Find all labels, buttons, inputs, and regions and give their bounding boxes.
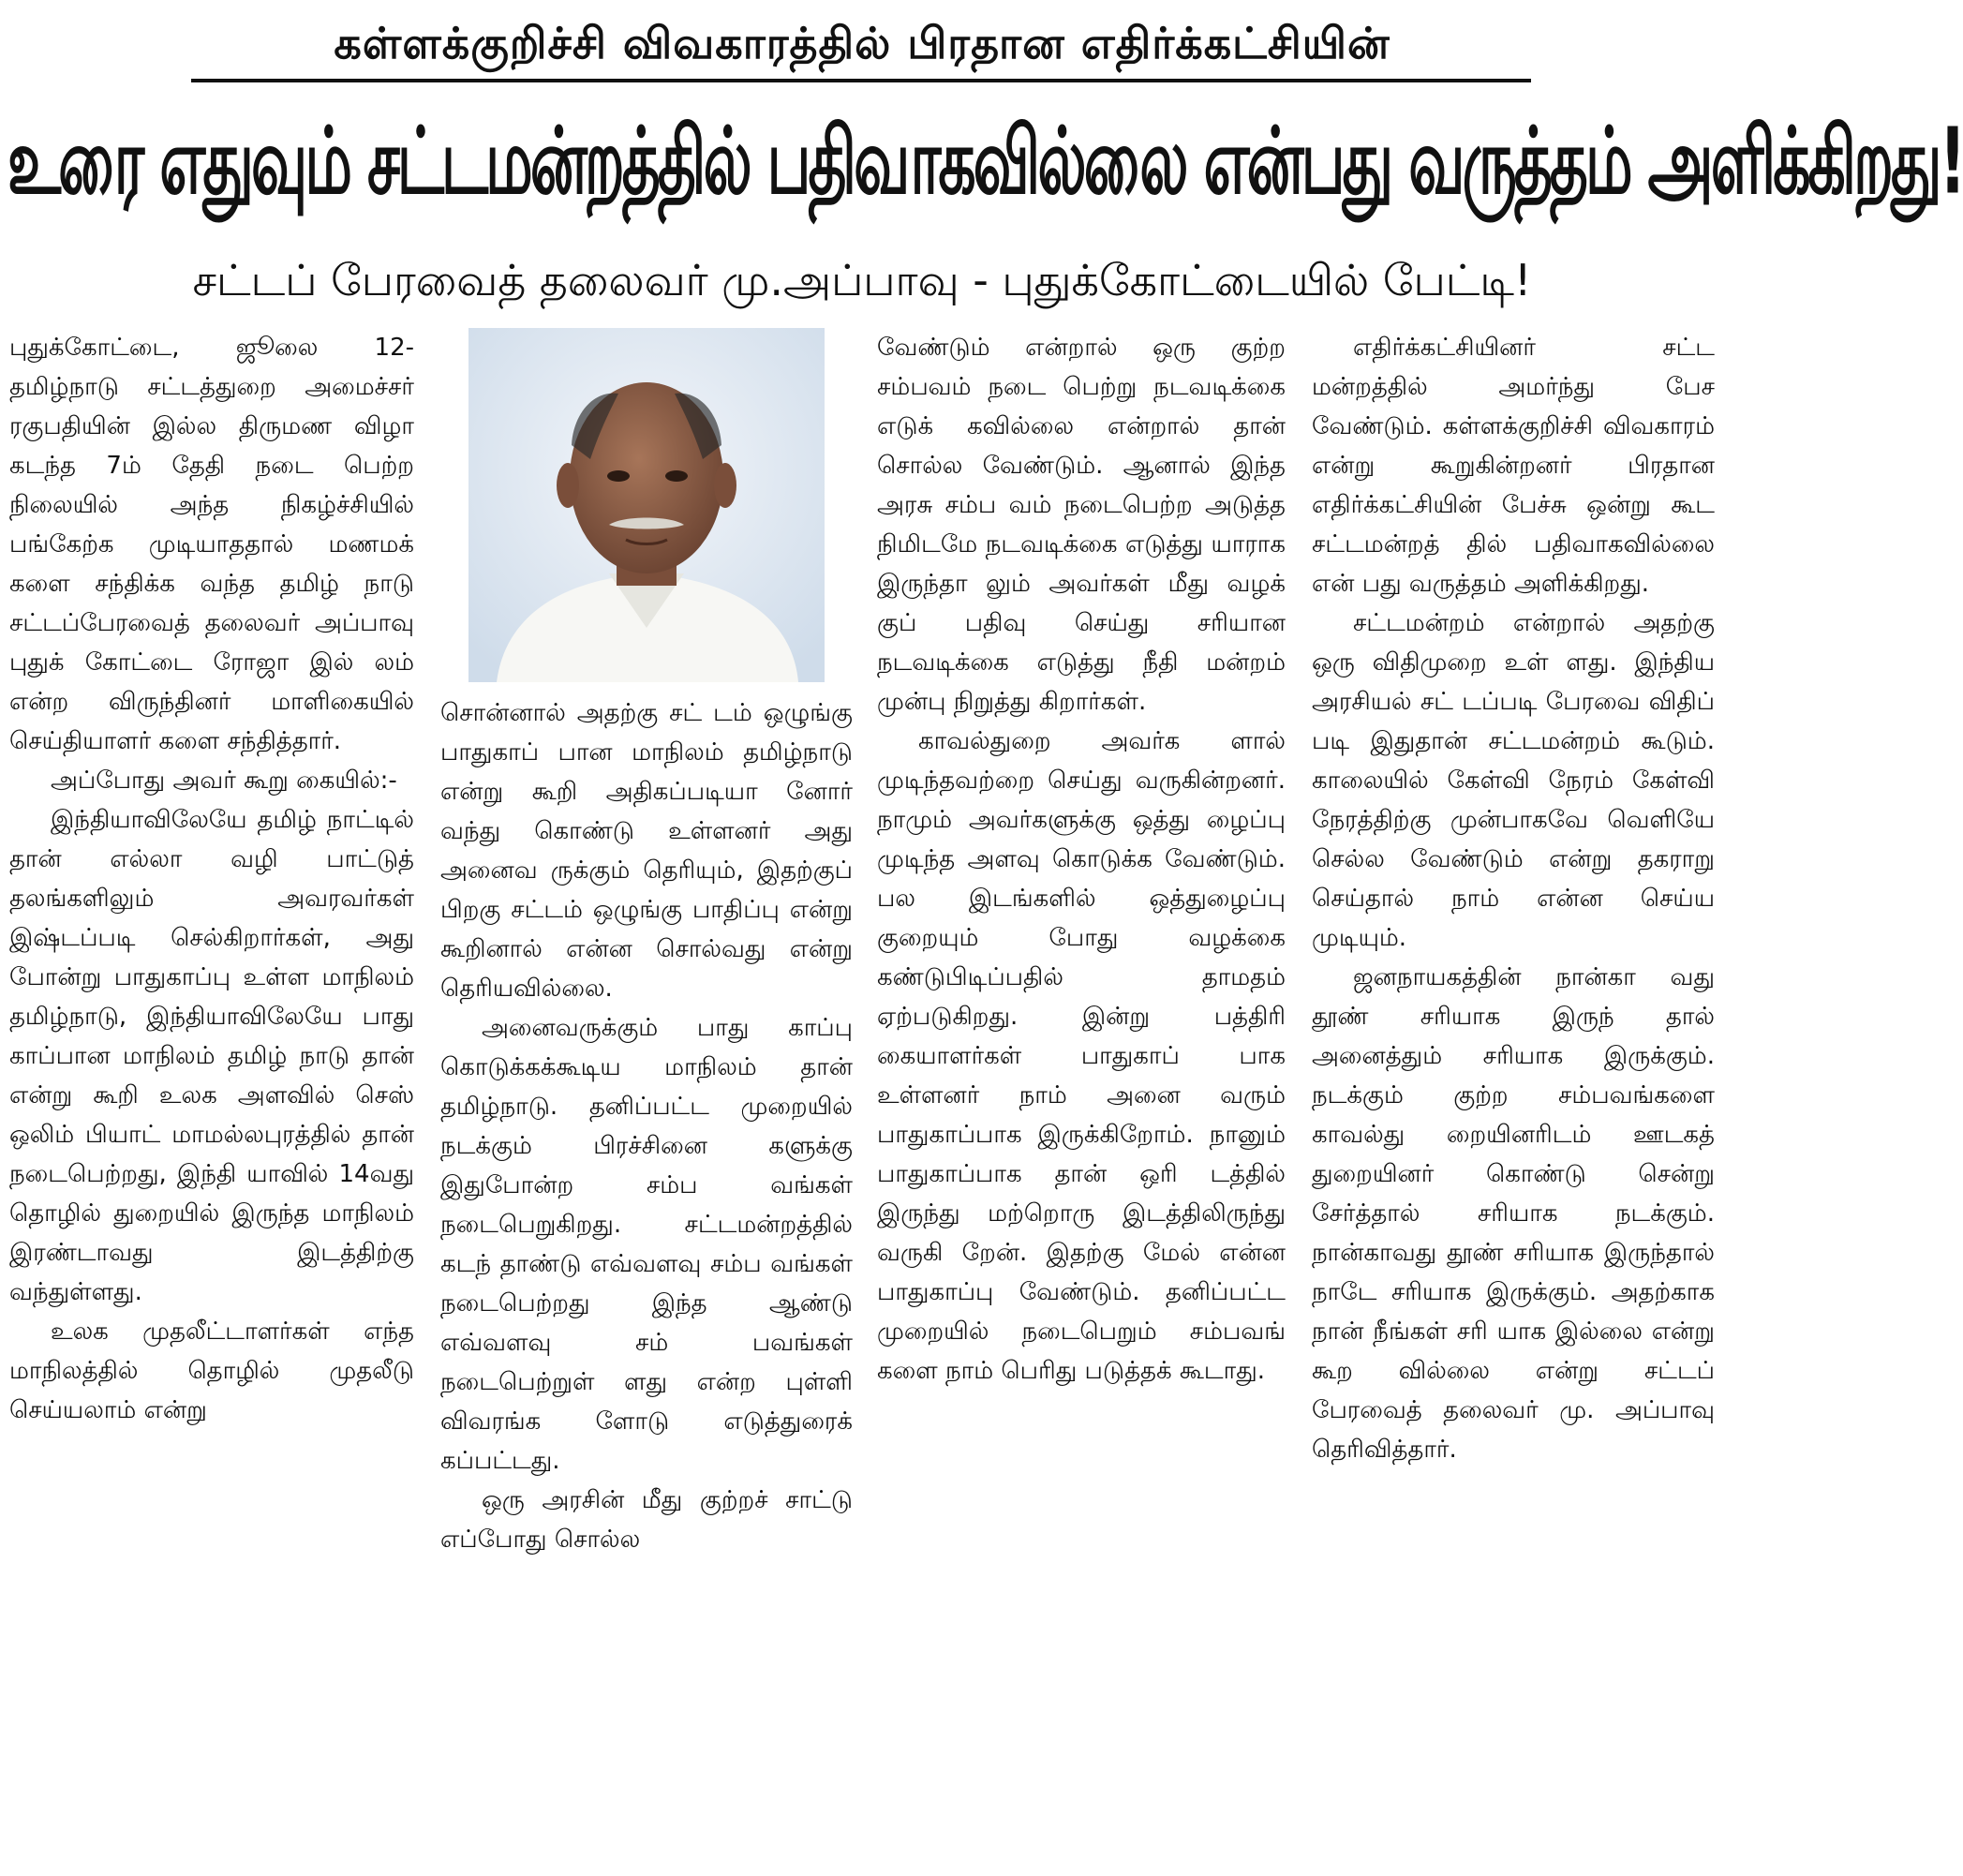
paragraph: காவல்துறை அவர்க ளால் முடிந்தவற்றை செய்து வருகின்றனர். நாமும் அவர்களுக்கு ஒத்து ழைப்பு முடிந்த அளவு கொடுக்க வேண்டும். பல இடங்களில் ஒத்துழைப்பு குறையும் போது வழக்கை கண்டுபிடிப்பதில் தாமதம் ஏற்படுகிறது. இன்று பத்திரி கையாளர்கள் பாதுகாப் பாக உள்ளனர் நாம் அனை வரும் பாதுகாப்பாக இருக்கிறோம். நானும் பாதுகாப்பாக தான் ஒரி டத்தில் இருந்து மற்றொரு இடத்திலிருந்து வருகி றேன். இதற்கு மேல் என்ன பாதுகாப்பு வேண்டும். தனிப்பட்ட முறையில் நடைபெறும் சம்பவங் களை நாம் பெரிது படுத்தக் கூடாது.	[877, 727, 1286, 1385]
main-headline: உரை எதுவும் சட்டமன்றத்தில் பதிவாகவில்லை என்பது வருத்தம் அளிக்கிறது!	[7, 108, 1963, 215]
portrait-photo	[468, 328, 825, 682]
paragraph: புதுக்கோட்டை, ஜூலை 12- தமிழ்நாடு சட்டத்துறை அமைச்சர் ரகுபதியின் இல்ல திருமண விழா கடந்த 7ம் தேதி நடை பெற்ற நிலையில் அந்த நிகழ்ச்சியில் பங்கேற்க முடியாததால் மணமக் களை சந்திக்க வந்த தமிழ் நாடு சட்டப்பேரவைத் தலைவர் அப்பாவு புதுக் கோட்டை ரோஜா இல் லம் என்ற விருந்தினர் மாளிகையில் செய்தியாளர் களை சந்தித்தார்.	[9, 334, 414, 755]
article-column-1	[9, 328, 414, 1872]
paragraph: அனைவருக்கும் பாது காப்பு கொடுக்கக்கூடிய மாநிலம் தான் தமிழ்நாடு. தனிப்பட்ட முறையில் நடக்கும் பிரச்சினை களுக்கு இதுபோன்ற சம்ப வங்கள் நடைபெறுகிறது. சட்டமன்றத்தில் கடந் தாண்டு எவ்வளவு சம்ப வங்கள் நடைபெற்றது இந்த ஆண்டு எவ்வளவு சம் பவங்கள் நடைபெற்றுள் ளது என்ற புள்ளி விவரங்க ளோடு எடுத்துரைக் கப்பட்டது.	[440, 1014, 853, 1475]
paragraph: இந்தியாவிலேயே தமிழ் நாட்டில் தான் எல்லா வழி பாட்டுத் தலங்களிலும் அவரவர்கள் இஷ்டப்படி செல்கிறார்கள், அது போன்று பாதுகாப்பு உள்ள மாநிலம் தமிழ்நாடு, இந்தியாவிலேயே பாது காப்பான மாநிலம் தமிழ் நாடு தான் என்று கூறி உலக அளவில் செஸ் ஒலிம் பியாட் மாமல்லபுரத்தில் தான் நடைபெற்றது, இந்தி யாவில் 14வது தொழில் துறையில் இருந்த மாநிலம் இரண்டாவது இடத்திற்கு வந்துள்ளது.	[9, 806, 414, 1306]
article-column-3	[877, 328, 1286, 1872]
paragraph: வேண்டும் என்றால் ஒரு குற்ற சம்பவம் நடை பெற்று நடவடிக்கை எடுக் கவில்லை என்றால் தான் சொல்ல வேண்டும். ஆனால் இந்த அரசு சம்ப வம் நடைபெற்ற அடுத்த நிமிடமே நடவடிக்கை எடுத்து யாராக இருந்தா லும் அவர்கள் மீது வழக் குப் பதிவு செய்து சரியான நடவடிக்கை எடுத்து நீதி மன்றம் முன்பு நிறுத்து கிறார்கள்.	[877, 334, 1286, 716]
kicker-headline: கள்ளக்குறிச்சி விவகாரத்தில் பிரதான எதிர்க்கட்சியின்	[334, 18, 1390, 68]
paragraph: அப்போது அவர் கூறு கையில்:-	[51, 767, 397, 795]
paragraph: உலக முதலீட்டாளர்கள் எந்த மாநிலத்தில் தொழில் முதலீடு செய்யலாம் என்று	[9, 1318, 414, 1424]
article-column-4	[1312, 328, 1715, 1872]
paragraph: சட்டமன்றம் என்றால் அதற்கு ஒரு விதிமுறை உள் ளது. இந்திய அரசியல் சட் டப்படி பேரவை விதிப் படி இதுதான் சட்டமன்றம் கூடும். காலையில் கேள்வி நேரம் கேள்வி நேரத்திற்கு முன்பாகவே வெளியே செல்ல வேண்டும் என்று தகராறு செய்தால் நாம் என்ன செய்ய முடியும்.	[1312, 609, 1715, 952]
subheadline: சட்டப் பேரவைத் தலைவர் மு.அப்பாவு - புதுக்கோட்டையில் பேட்டி!	[192, 255, 1532, 305]
paragraph: எதிர்க்கட்சியினர் சட்ட மன்றத்தில் அமர்ந்து பேச வேண்டும். கள்ளக்குறிச்சி விவகாரம் என்று கூறுகின்றனர் பிரதான எதிர்க்கட்சியின் பேச்சு ஒன்று கூட சட்டமன்றத் தில் பதிவாகவில்லை என் பது வருத்தம் அளிக்கிறது.	[1312, 334, 1715, 598]
paragraph: சொன்னால் அதற்கு சட் டம் ஒழுங்கு பாதுகாப் பான மாநிலம் தமிழ்நாடு என்று கூறி அதிகப்படியா னோர் வந்து கொண்டு உள்ளனர் அது அனைவ ருக்கும் தெரியும், இதற்குப் பிறகு சட்டம் ஒழுங்கு பாதிப்பு என்று கூறினால் என்ன சொல்வது என்று தெரியவில்லை.	[440, 699, 853, 1003]
portrait-image	[468, 328, 825, 682]
paragraph: ஜனநாயகத்தின் நான்கா வது தூண் சரியாக இருந் தால் அனைத்தும் சரியாக இருக்கும். நடக்கும் குற்ற சம்பவங்களை காவல்து றையினரிடம் ஊடகத் துறையினர் கொண்டு சென்று சேர்த்தால் சரியாக நடக்கும். நான்காவது தூண் சரியாக இருந்தால் நாடே சரியாக இருக்கும். அதற்காக நான் நீங்கள் சரி யாக இல்லை என்று கூற வில்லை என்று சட்டப் பேரவைத் தலைவர் மு. அப்பாவு தெரிவித்தார்.	[1312, 963, 1715, 1464]
article-column-2	[440, 693, 853, 1872]
paragraph: ஒரு அரசின் மீது குற்றச் சாட்டு எப்போது சொல்ல	[440, 1486, 853, 1554]
